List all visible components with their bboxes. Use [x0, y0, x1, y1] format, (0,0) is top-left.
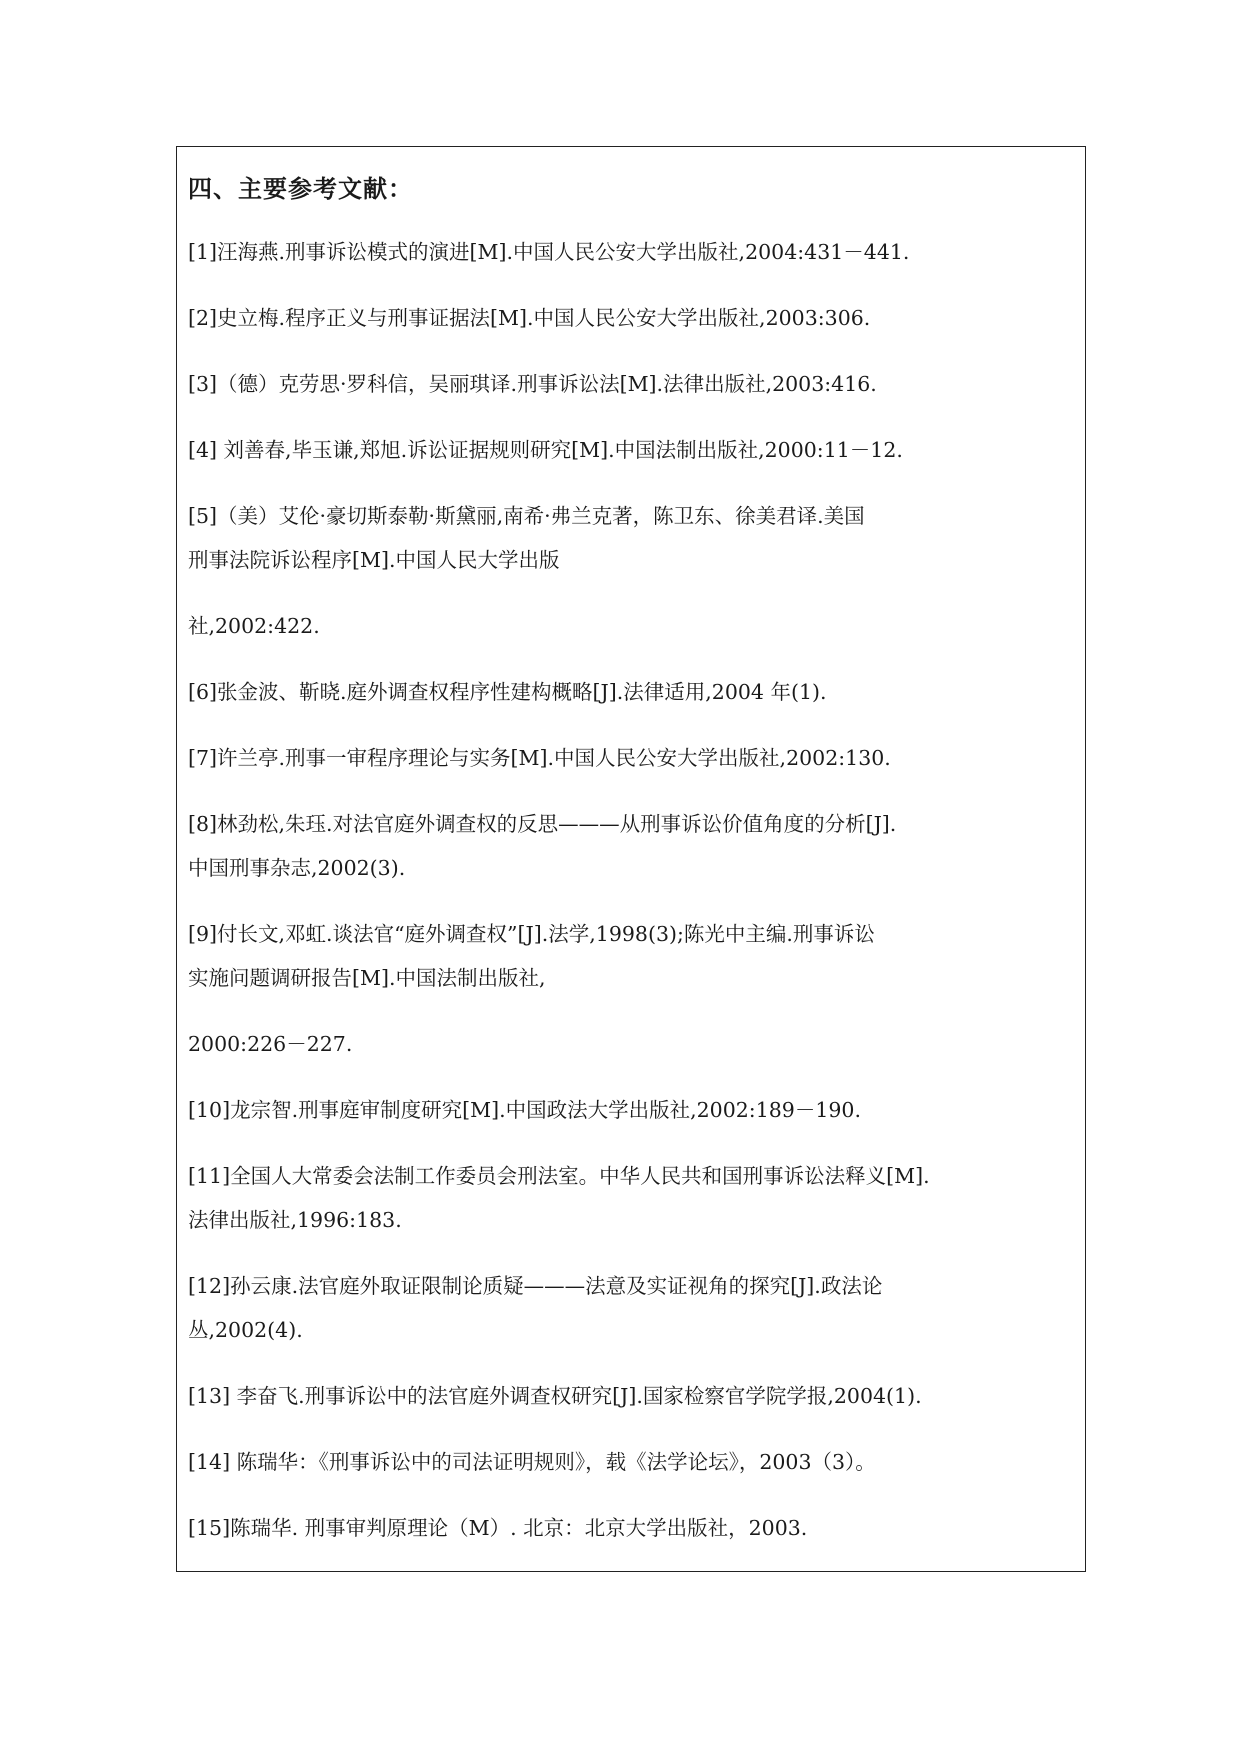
reference-line: [4] 刘善春,毕玉谦,郑旭.诉讼证据规则研究[M].中国法制出版社,2000:11－12.	[188, 438, 903, 462]
reference-line: [12]孙云康.法官庭外取证限制论质疑———法意及实证视角的探究[J].政法论	[188, 1274, 883, 1298]
reference-line: 社,2002:422.	[188, 614, 320, 638]
reference-line: [9]付长文,邓虹.谈法官“庭外调查权”[J].法学,1998(3);陈光中主编.刑事诉讼	[188, 922, 875, 946]
reference-line: [3]（德）克劳思·罗科信，吴丽琪译.刑事诉讼法[M].法律出版社,2003:416.	[188, 372, 877, 396]
reference-line: 丛,2002(4).	[188, 1318, 303, 1342]
reference-line: [2]史立梅.程序正义与刑事证据法[M].中国人民公安大学出版社,2003:306.	[188, 306, 871, 330]
reference-line: [1]汪海燕.刑事诉讼模式的演进[M].中国人民公安大学出版社,2004:431－441.	[188, 240, 910, 264]
reference-line: [15]陈瑞华. 刑事审判原理论（M）. 北京：北京大学出版社，2003.	[188, 1516, 808, 1540]
reference-line: [10]龙宗智.刑事庭审制度研究[M].中国政法大学出版社,2002:189－190.	[188, 1098, 861, 1122]
reference-line: [8]林劲松,朱珏.对法官庭外调查权的反思———从刑事诉讼价值角度的分析[J].	[188, 812, 897, 836]
reference-line: [13] 李奋飞.刑事诉讼中的法官庭外调查权研究[J].国家检察官学院学报,2004(1).	[188, 1384, 922, 1408]
reference-line: [5]（美）艾伦·豪切斯泰勒·斯黛丽,南希·弗兰克著，陈卫东、徐美君译.美国	[188, 504, 865, 528]
reference-line: 2000:226－227.	[188, 1032, 353, 1056]
reference-line: 法律出版社,1996:183.	[188, 1208, 402, 1232]
reference-line: [14] 陈瑞华：《刑事诉讼中的司法证明规则》，载《法学论坛》，2003（3）。	[188, 1450, 876, 1474]
reference-line: [11]全国人大常委会法制工作委员会刑法室。中华人民共和国刑事诉讼法释义[M].	[188, 1164, 930, 1188]
reference-line: [6]张金波、靳晓.庭外调查权程序性建构概略[J].法律适用,2004 年(1).	[188, 680, 827, 704]
reference-line: 中国刑事杂志,2002(3).	[188, 856, 406, 880]
references-box	[176, 146, 1086, 1572]
reference-line: 刑事法院诉讼程序[M].中国人民大学出版	[188, 548, 560, 572]
reference-line: 实施问题调研报告[M].中国法制出版社,	[188, 966, 546, 990]
reference-line: [7]许兰亭.刑事一审程序理论与实务[M].中国人民公安大学出版社,2002:130.	[188, 746, 891, 770]
section-title: 四、主要参考文献：	[188, 175, 413, 203]
